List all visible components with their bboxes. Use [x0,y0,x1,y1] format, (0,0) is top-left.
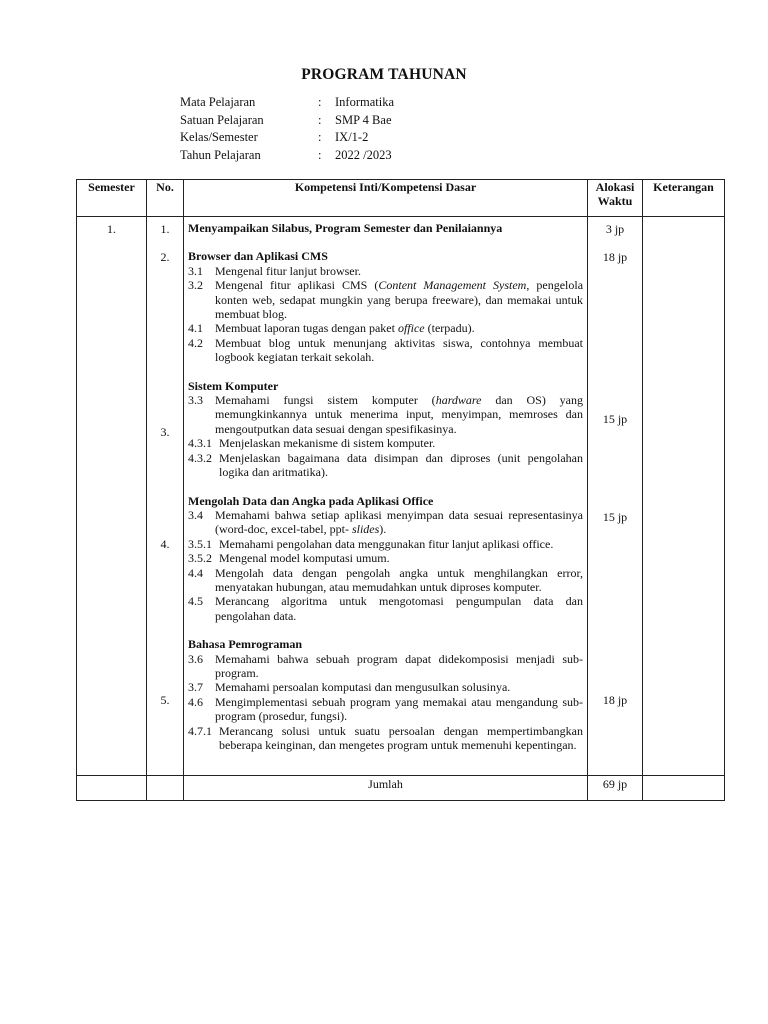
row-number-1: 1. [160,222,170,236]
header-kompetensi: Kompetensi Inti/Kompetensi Dasar [184,180,588,217]
info-label: Kelas/Semester [180,130,258,144]
item-text: Memahami fungsi sistem komputer (hardware dan OS) yang memungkinkannya untuk menerima input, menyimpan, memroses dan mengoutputkan data sesuai dengan spesifikasinya. [215,393,583,436]
item-number: 3.3 [188,393,203,408]
item-number: 3.7 [188,680,203,695]
item-number: 3.5.2 [188,551,212,566]
item-text: Memahami bahwa setiap aplikasi menyimpan data sesuai representasinya (word-doc, excel-tabel, ppt- slides). [215,507,583,537]
info-value: IX/1-2 [335,130,369,144]
info-colon: : [318,112,322,127]
item-text: Menjelaskan bagaimana data disimpan dan diproses (unit pengolahan logika dan aritmatika). [219,450,583,480]
row-number-2: 2. [160,250,170,264]
row-number-4: 4. [160,537,170,551]
list-item [188,264,583,278]
alokasi-value-2: 18 jp [602,250,628,264]
list-item [188,336,583,365]
info-value: SMP 4 Bae [335,112,392,127]
semester-cell [77,217,147,776]
table-row [77,217,725,776]
total-empty-cell [643,776,725,801]
item-number: 3.6 [188,651,203,666]
item-text: Mengenal fitur lanjut browser. [215,263,361,278]
total-label: Jumlah [184,776,588,801]
info-row-tahun-pelajaran [180,148,394,166]
item-number: 4.3.2 [188,450,212,465]
section-heading: Sistem Komputer [188,378,279,393]
item-number: 4.5 [188,594,203,609]
section-browser-cms [188,249,583,364]
info-row-kelas-semester [180,130,394,148]
item-number: 4.4 [188,565,203,580]
alokasi-value-5: 18 jp [602,693,628,707]
section-heading: Browser dan Aplikasi CMS [188,249,328,264]
total-empty-cell [77,776,147,801]
section-heading: Bahasa Pemrograman [188,637,303,652]
item-text: Memahami pengolahan data menggunakan fitur lanjut aplikasi office. [219,536,554,551]
item-number: 4.6 [188,694,203,709]
header-alokasi: Alokasi Waktu [588,180,643,217]
section-heading: Mengolah Data dan Angka pada Aplikasi Office [188,493,434,508]
list-item [188,436,583,450]
list-item [188,508,583,537]
item-number: 3.2 [188,278,203,293]
row-number-3: 3. [160,425,170,439]
info-label: Tahun Pelajaran [180,147,261,162]
total-row [77,776,725,801]
info-label: Mata Pelajaran [180,95,256,109]
item-text: Mengenal fitur aplikasi CMS (Content Management System, pengelola konten web, sedapat mungkin yang berupa freeware), dan memakai untuk membuat blog. [215,278,584,322]
row-number-5: 5. [160,693,170,707]
info-value: 2022 /2023 [335,147,392,162]
header-semester: Semester [77,180,147,217]
list-item [188,278,583,321]
number-cell [147,217,184,776]
alokasi-value-1: 3 jp [605,222,625,236]
list-item [188,652,583,681]
alokasi-value-4: 15 jp [602,510,628,524]
item-text: Memahami bahwa sebuah program dapat didekomposisi menjadi sub-program. [215,651,583,680]
section-aplikasi-office [188,494,583,624]
item-number: 3.5.1 [188,536,212,551]
page-title: PROGRAM TAHUNAN [301,66,467,83]
info-row-satuan-pelajaran [180,113,394,131]
info-colon: : [318,95,322,109]
table-header-row [77,180,725,217]
alokasi-cell [588,217,643,776]
item-text: Merancang solusi untuk suatu persoalan dengan mempertimbangkan beberapa keinginan, dan mengetes program untuk memenuhi kepentingan. [219,723,583,752]
list-item [188,393,583,436]
section-heading: Menyampaikan Silabus, Program Semester dan Penilaiannya [188,221,503,235]
item-number: 3.1 [188,263,203,278]
header-keterangan: Keterangan [643,180,725,217]
total-value: 69 jp [588,776,643,801]
info-block [180,95,394,165]
list-item [188,321,583,335]
section-bahasa-pemrograman [188,637,583,752]
list-item [188,537,583,551]
list-item [188,724,583,753]
item-text: Mengimplementasi sebuah program yang memakai atau mengandung sub-program (prosedur, fungsi). [215,694,583,724]
item-text: Mengenal model komputasi umum. [219,551,390,566]
list-item [188,695,583,724]
info-colon: : [318,130,322,144]
item-text: Membuat blog untuk menunjang aktivitas siswa, contohnya membuat logbook kegiatan terkait sekolah. [215,335,583,365]
section-silabus [188,221,583,235]
item-number: 3.4 [188,507,203,522]
kompetensi-cell [184,217,588,776]
semester-value: 1. [107,222,116,236]
info-label: Satuan Pelajaran [180,112,264,127]
item-number: 4.2 [188,335,203,350]
list-item [188,566,583,595]
total-empty-cell [147,776,184,801]
info-colon: : [318,147,322,162]
list-item [188,680,583,694]
item-text: Merancang algoritma untuk mengotomasi pengumpulan data dan pengolahan data. [215,594,583,623]
item-number: 4.3.1 [188,436,212,451]
item-number: 4.7.1 [188,723,212,738]
list-item [188,451,583,480]
item-number: 4.1 [188,321,203,336]
info-value: Informatika [335,95,395,109]
keterangan-cell [643,217,725,776]
alokasi-value-3: 15 jp [602,412,628,426]
item-text: Memahami persoalan komputasi dan mengusulkan solusinya. [215,680,511,695]
list-item [188,551,583,565]
section-sistem-komputer [188,379,583,480]
item-text: Membuat laporan tugas dengan paket office (terpadu). [215,321,475,336]
list-item [188,594,583,623]
item-text: Menjelaskan mekanisme di sistem komputer. [219,436,436,451]
info-row-mata-pelajaran [180,95,394,113]
header-no: No. [147,180,184,217]
item-text: Mengolah data dengan pengolah angka untuk menghilangkan error, menyatakan hubungan, atau memudahkan untuk diproses komputer. [215,565,583,594]
program-table [76,179,725,801]
